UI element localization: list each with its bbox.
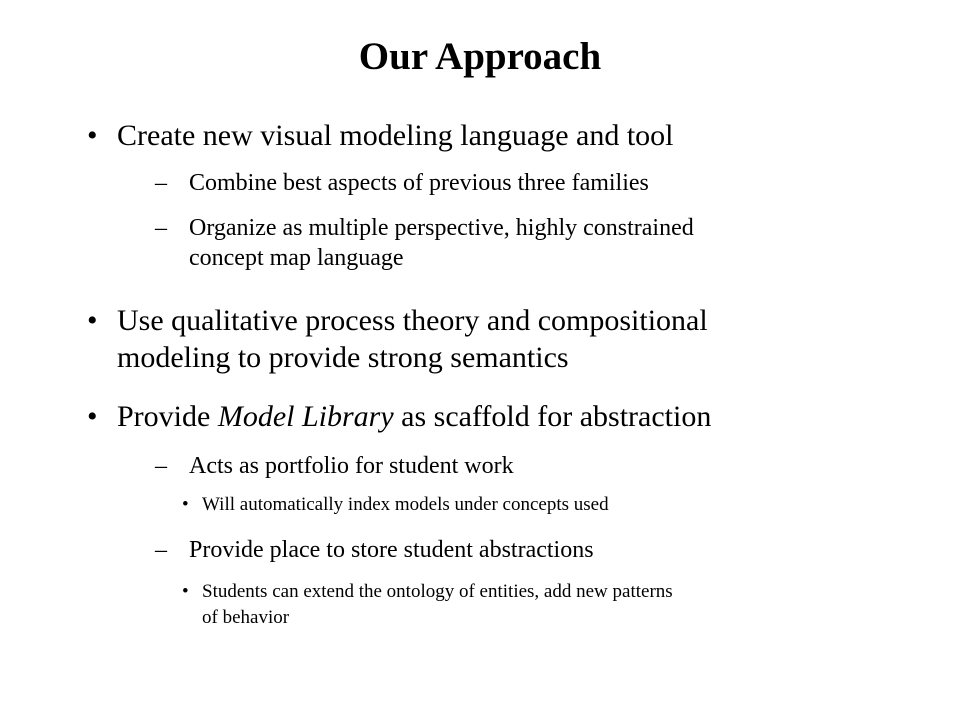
dash-icon: – xyxy=(155,537,167,563)
sub-sub-item-text-line-2: of behavior xyxy=(202,607,290,628)
sub-item-text: Combine best aspects of previous three families xyxy=(189,170,649,196)
sub-item-organize-perspective xyxy=(155,213,694,273)
sub-item-text: Acts as portfolio for student work xyxy=(189,453,514,479)
bullet-text-line-2: modeling to provide strong semantics xyxy=(117,341,569,374)
sub-item-combine-aspects xyxy=(155,168,649,198)
bullet-item-qualitative-process xyxy=(87,302,708,376)
sub-sub-item-index-models xyxy=(182,492,609,518)
bullet-text xyxy=(117,398,711,435)
dash-icon: – xyxy=(155,453,167,479)
bullet-icon: • xyxy=(87,304,98,337)
sub-item-text-line-1: Organize as multiple perspective, highly constrained xyxy=(189,215,694,241)
bullet-item-create-language xyxy=(87,117,674,154)
sub-sub-item-text-line-1: Students can extend the ontology of entities, add new patterns xyxy=(202,581,673,602)
sub-item-portfolio xyxy=(155,451,514,481)
dash-icon: – xyxy=(155,170,167,196)
dash-icon: – xyxy=(155,215,167,241)
bullet-icon: • xyxy=(87,400,98,433)
model-library-emphasis: Model Library xyxy=(217,400,394,433)
bullet-icon: • xyxy=(182,494,189,515)
sub-sub-item-extend-ontology xyxy=(182,579,673,631)
sub-item-store-abstractions xyxy=(155,535,594,565)
sub-item-text: Provide place to store student abstractions xyxy=(189,537,594,563)
sub-sub-item-text: Will automatically index models under concepts used xyxy=(202,494,609,515)
bullet-text-line-1: Use qualitative process theory and compositional xyxy=(117,304,708,337)
bullet-icon: • xyxy=(182,581,189,602)
bullet-text-prefix: Provide xyxy=(117,400,218,433)
bullet-item-model-library xyxy=(87,398,712,435)
sub-item-text-line-2: concept map language xyxy=(189,245,404,271)
slide-title: Our Approach xyxy=(358,35,602,78)
bullet-icon: • xyxy=(87,119,98,152)
bullet-text-suffix: as scaffold for abstraction xyxy=(393,400,712,433)
bullet-text: Create new visual modeling language and tool xyxy=(117,119,674,152)
